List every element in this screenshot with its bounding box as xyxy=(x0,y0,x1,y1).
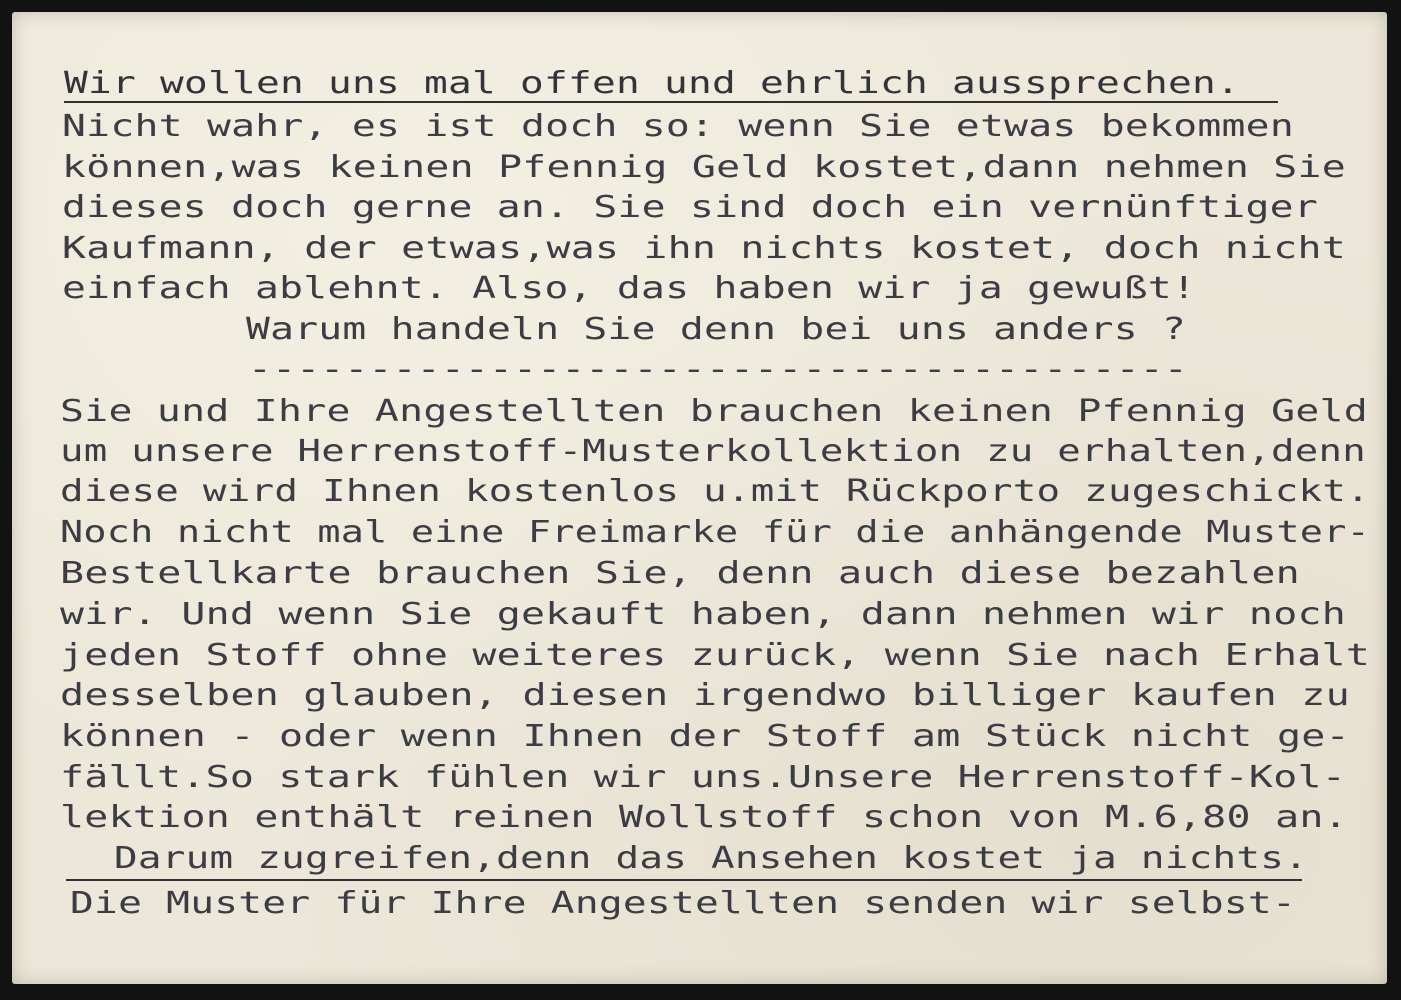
paragraph2-line: Noch nicht mal eine Freimarke für die anhängende Muster- xyxy=(60,515,1370,550)
paragraph2-line: können - oder wenn Ihnen der Stoff am Stück nicht ge- xyxy=(60,719,1350,754)
heading-underline xyxy=(64,101,1278,103)
paragraph2-line: Bestellkarte brauchen Sie, denn auch diese bezahlen xyxy=(60,556,1300,591)
paragraph2-line: jeden Stoff ohne weiteres zurück, wenn Sie nach Erhalt xyxy=(60,638,1370,673)
heading-line: Wir wollen uns mal offen und ehrlich aussprechen. xyxy=(64,66,1240,101)
paragraph2-line: lektion enthält reinen Wollstoff schon von M.6,80 an. xyxy=(60,800,1348,835)
paragraph1-line: einfach ablehnt. Also, das haben wir ja gewußt! xyxy=(62,271,1196,306)
paragraph2-line: diese wird Ihnen kostenlos u.mit Rückporto zugeschickt. xyxy=(60,474,1370,509)
paragraph2-line: fällt.So stark fühlen wir uns.Unsere Herrenstoff-Kol- xyxy=(60,760,1346,795)
paragraph1-line: Kaufmann, der etwas,was ihn nichts kostet, doch nicht xyxy=(62,231,1346,266)
paragraph1-line: Nicht wahr, es ist doch so: wenn Sie etwas bekommen xyxy=(62,109,1294,144)
question-line: Warum handeln Sie denn bei uns anders ? xyxy=(246,312,1186,347)
footer-line: Die Muster für Ihre Angestellten senden wir selbst- xyxy=(70,886,1296,921)
dashed-separator: --------------------------------------- xyxy=(248,352,1188,387)
paragraph2-line: wir. Und wenn Sie gekauft haben, dann nehmen wir noch xyxy=(60,597,1346,632)
paragraph1-line: können,was keinen Pfennig Geld kostet,dann nehmen Sie xyxy=(62,150,1346,185)
paragraph2-line: Sie und Ihre Angestellten brauchen keinen Pfennig Geld xyxy=(60,394,1368,429)
closing-line: Darum zugreifen,denn das Ansehen kostet ja nichts. xyxy=(114,841,1308,876)
postcard xyxy=(12,12,1387,984)
paragraph1-line: dieses doch gerne an. Sie sind doch ein vernünftiger xyxy=(62,190,1318,225)
paragraph2-line: desselben glauben, diesen irgendwo billiger kaufen zu xyxy=(60,678,1350,713)
paragraph2-line: um unsere Herrenstoff-Musterkollektion zu erhalten,denn xyxy=(60,434,1366,469)
closing-underline xyxy=(66,879,1302,881)
